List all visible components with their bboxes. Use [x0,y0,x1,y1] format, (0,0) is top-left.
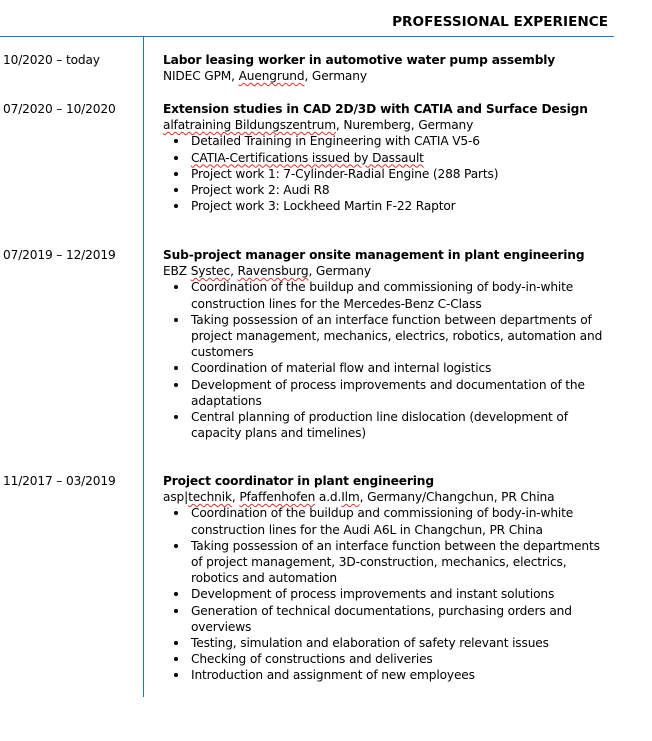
job-title: Project coordinator in plant engineering [163,474,434,488]
list-item-text: Testing, simulation and elaboration of safety relevant issues [191,636,549,651]
company-text: EBZ [163,264,191,279]
bullet-icon [174,366,178,370]
bullet-icon [174,383,178,387]
company-text-misspelled: Auengrund [238,69,305,84]
responsibilities-list [163,133,613,214]
company-text: , Germany/Changchun, PR China [359,490,555,505]
company-text-misspelled: Ravensburg [237,264,309,279]
list-item [163,538,611,587]
bullet-icon [174,609,178,613]
entry-content [163,473,613,684]
responsibilities-list [163,505,613,683]
company-text: , Germany [304,69,367,84]
list-item-text: Development of process improvements and instant solutions [191,587,555,602]
bullet-icon [174,139,178,143]
list-item [163,166,611,182]
list-item [163,377,611,409]
entry-date: 07/2019 – 12/2019 [3,248,116,262]
list-item [163,360,611,376]
section-divider [0,36,614,37]
list-item-text: Taking possession of an interface function between the departments of project management, 3D-construction, mechanics, electrics, robotics and automation [191,538,600,586]
list-item-text: Coordination of material flow and internal logistics [191,361,492,376]
job-title: Extension studies in CAD 2D/3D with CATIA and Surface Design [163,102,588,116]
list-item-text: Development of process improvements and documentation of the adaptations [191,377,585,408]
company-text-misspelled: Systec [190,264,231,279]
company-text-misspelled: Pfaffenhofen [239,490,316,505]
bullet-icon [174,204,178,208]
bullet-icon [174,415,178,419]
list-item [163,667,611,683]
bullet-icon [174,318,178,322]
bullet-icon [174,657,178,661]
section-title: PROFESSIONAL EXPERIENCE [392,14,608,30]
entry-date: 07/2020 – 10/2020 [3,102,116,116]
list-item-text: Introduction and assignment of new employees [191,668,475,683]
company-text: , [231,490,240,505]
company-text: , [230,264,238,279]
company-text-misspelled: technik [188,490,232,505]
list-item [163,198,611,214]
company-text-misspelled: alfatraining Bildungszentrum [163,118,336,133]
list-item-text: CATIA-Certifications issued by Dassault [191,150,424,165]
list-item-text: Project work 3: Lockheed Martin F-22 Raptor [191,199,456,214]
responsibilities-list [163,279,613,441]
company-text: NIDEC GPM, [163,69,239,84]
bullet-icon [174,172,178,176]
list-item [163,182,611,198]
company-text: , Germany [308,264,371,279]
company-location [163,117,613,133]
list-item [163,133,611,149]
list-item-text: Central planning of production line dislocation (development of capacity plans and timelines) [191,410,568,441]
list-item [163,651,611,667]
list-item-text: Coordination of the buildup and commissioning of body-in-white construction lines for the Audi A6L in Changchun, PR China [191,506,574,537]
list-item [163,586,611,602]
list-item [163,279,611,311]
list-item [163,150,611,166]
company-location [163,263,613,279]
list-item-text: Project work 2: Audi R8 [191,183,330,198]
entry-content [163,101,613,214]
timeline-divider [143,37,144,697]
bullet-icon [174,641,178,645]
company-text: a.d. [315,490,342,505]
list-item-text: Coordination of the buildup and commissioning of body-in-white construction lines for the Mercedes-Benz C-Class [191,280,574,311]
list-item [163,505,611,537]
bullet-icon [174,511,178,515]
list-item-text: Taking possession of an interface function between departments of project management, mechanics, electrics, robotics, automation and customers [191,312,603,360]
bullet-icon [174,188,178,192]
entry-date: 11/2017 – 03/2019 [3,474,116,488]
bullet-icon [174,673,178,677]
list-item [163,409,611,441]
list-item [163,312,611,361]
company-text: , Nuremberg, Germany [335,118,474,133]
bullet-icon [174,285,178,289]
list-item-text: Checking of constructions and deliveries [191,652,433,667]
bullet-icon [174,592,178,596]
job-title: Labor leasing worker in automotive water pump assembly [163,53,556,67]
entry-content [163,247,613,441]
bullet-icon [174,544,178,548]
bullet-icon [174,156,178,160]
company-text-misspelled: Ilm [341,490,360,505]
company-location [163,68,613,84]
list-item [163,603,611,635]
list-item-text: Generation of technical documentations, purchasing orders and overviews [191,603,572,634]
list-item-text: Detailed Training in Engineering with CATIA V5-6 [191,134,480,149]
company-location [163,489,613,505]
job-title: Sub-project manager onsite management in plant engineering [163,248,585,262]
entry-date: 10/2020 – today [3,53,100,67]
company-text: asp| [163,490,189,505]
entry-content [163,52,613,84]
list-item-text: Project work 1: 7-Cylinder-Radial Engine (288 Parts) [191,166,499,181]
list-item [163,635,611,651]
